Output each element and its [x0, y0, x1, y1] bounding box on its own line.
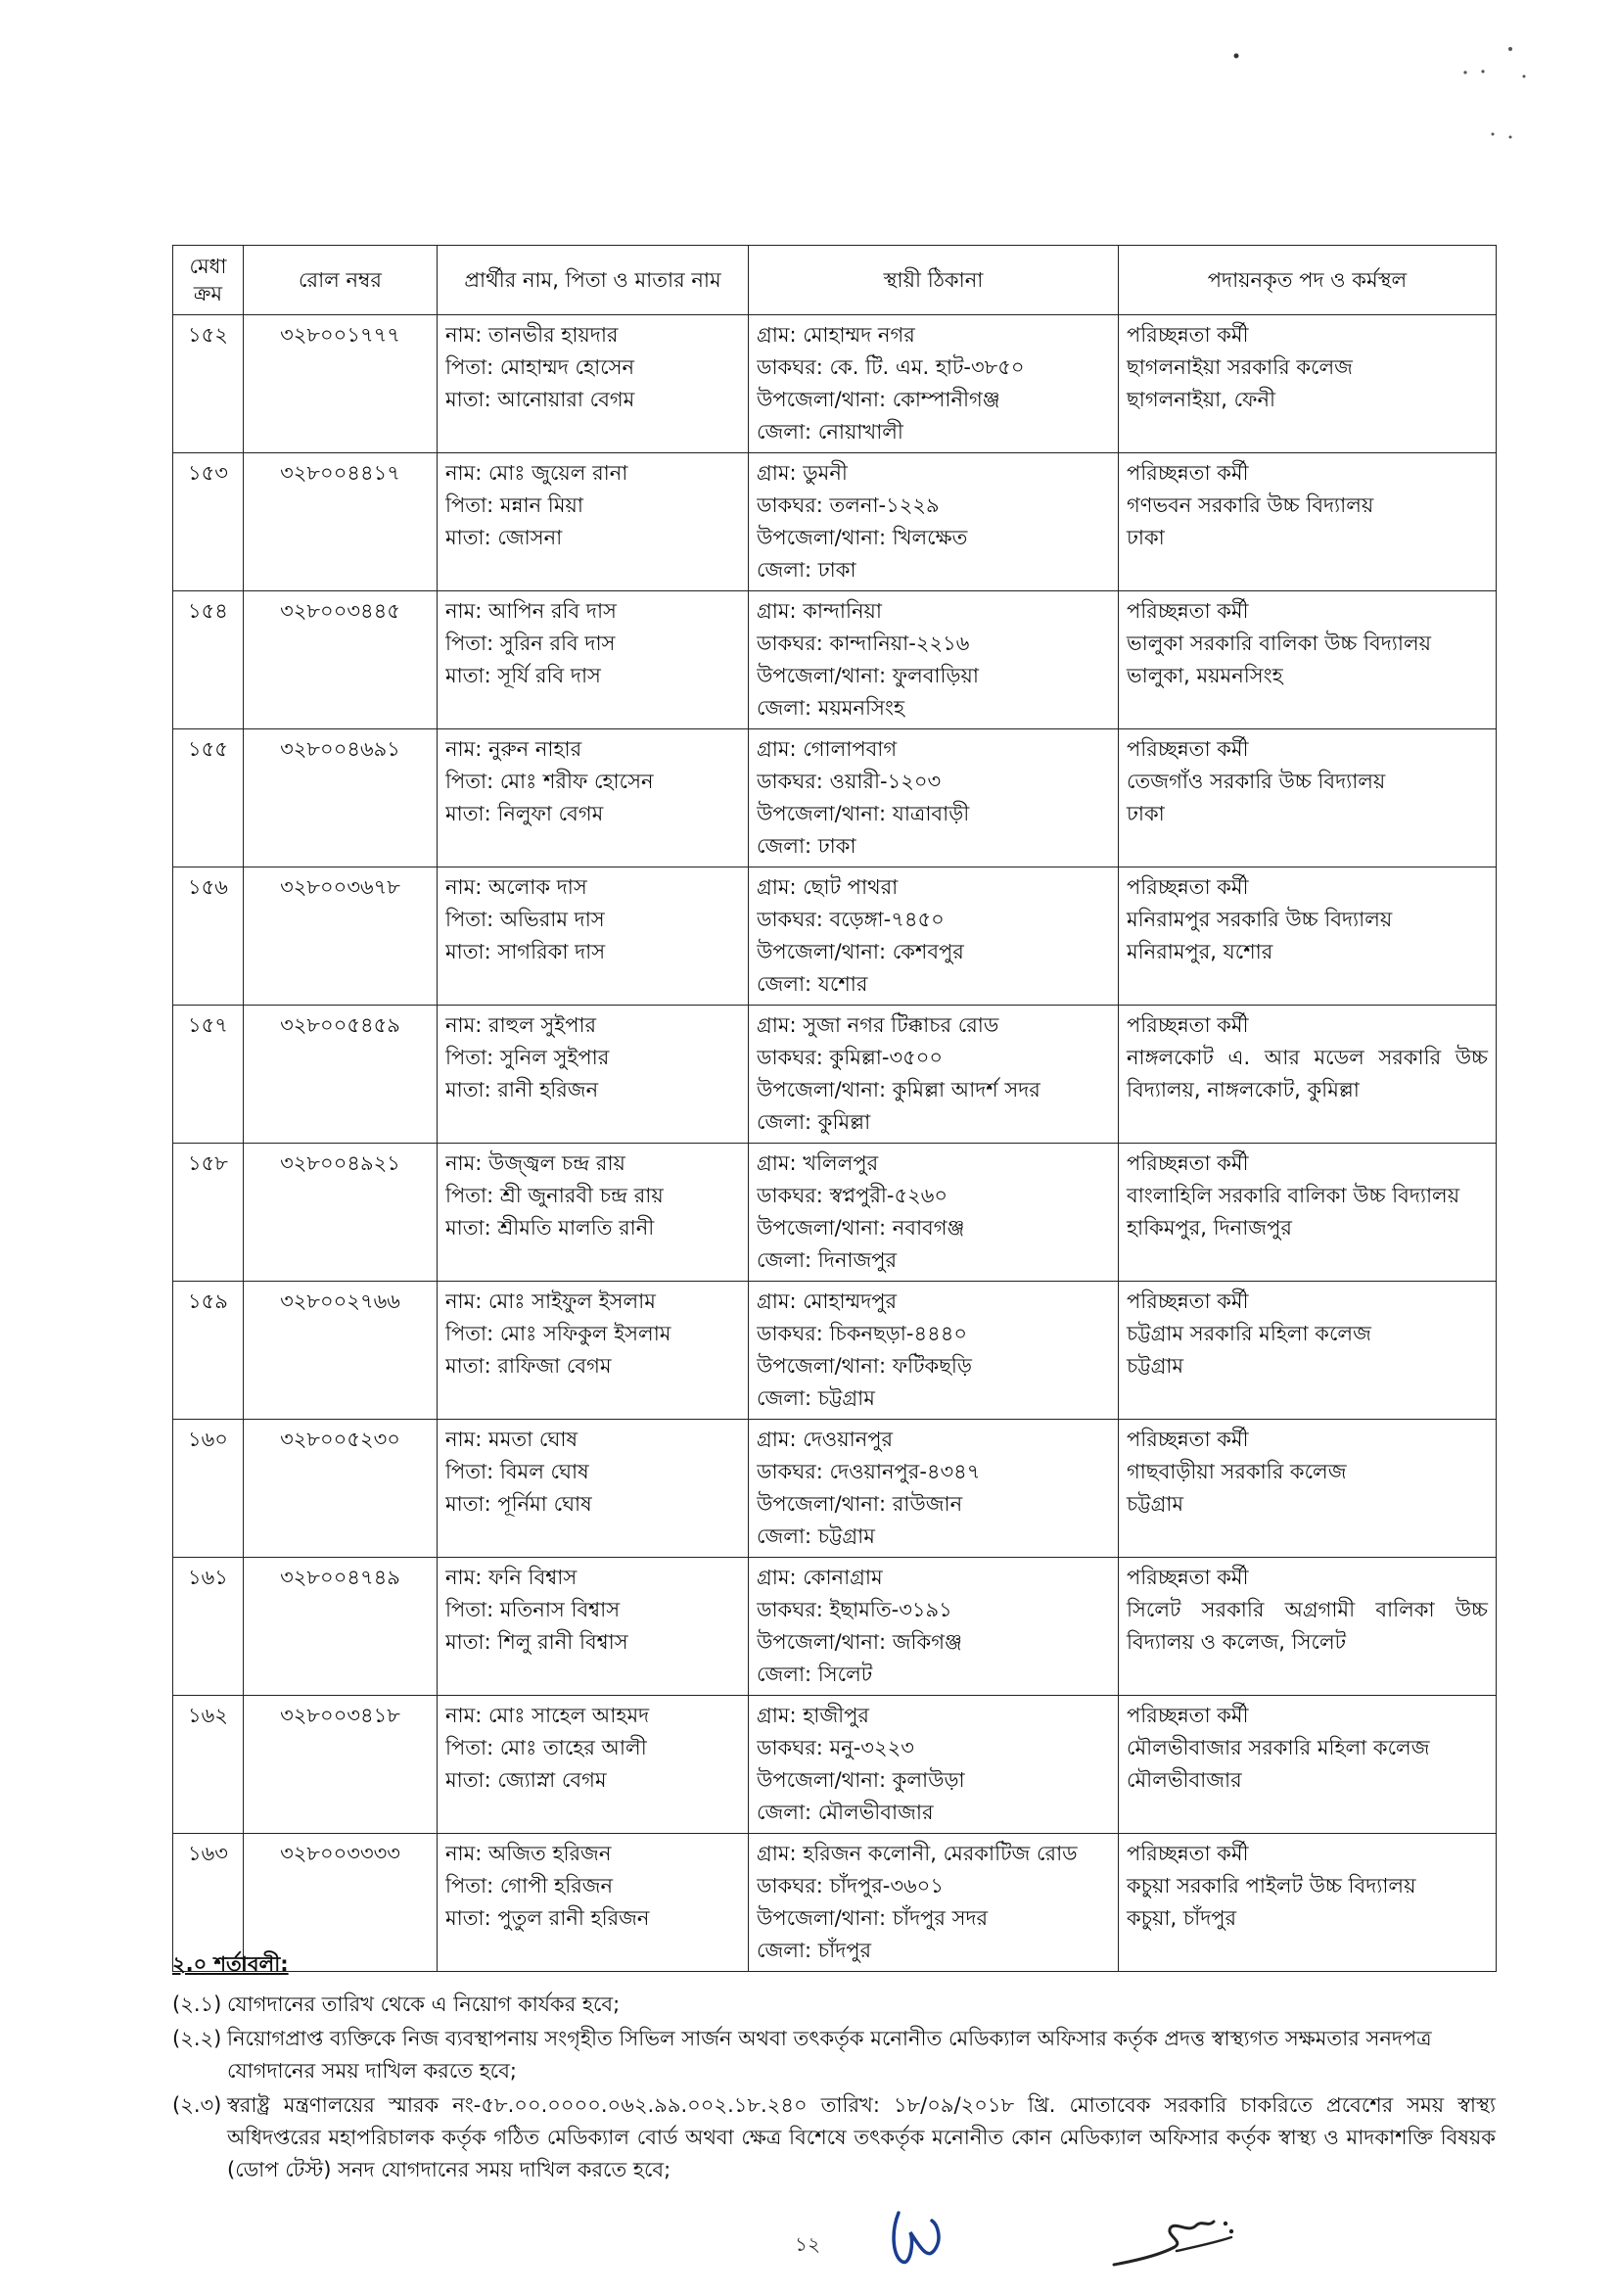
header-merit-serial: মেধা ক্রম — [173, 246, 244, 315]
address-line: উপজেলা/থানা: খিলক্ষেত — [757, 526, 968, 549]
posting-line: পরিচ্ছন্নতা কর্মী — [1127, 1289, 1249, 1313]
permanent-address-cell — [749, 1696, 1119, 1834]
address-line: জেলা: নোয়াখালী — [757, 420, 903, 444]
names-line: মাতা: সূর্যি রবি দাস — [445, 664, 601, 687]
address-line: জেলা: সিলেট — [757, 1663, 873, 1686]
posting-line: ছাগলনাইয়া সরকারি কলেজ — [1127, 355, 1353, 379]
posting-line: চট্টগ্রাম সরকারি মহিলা কলেজ — [1127, 1322, 1371, 1345]
posting-line: পরিচ্ছন্নতা কর্মী — [1127, 875, 1249, 899]
permanent-address-cell — [749, 1006, 1119, 1144]
posting-line: ভালুকা সরকারি বালিকা উচ্চ বিদ্যালয় — [1127, 632, 1431, 655]
address-line: ডাকঘর: স্বপ্নপুরী-৫২৬০ — [757, 1184, 948, 1207]
table-row — [173, 1006, 1497, 1144]
posting-line: ঢাকা — [1127, 526, 1165, 549]
table-row — [173, 315, 1497, 453]
signature-icon — [1106, 2208, 1253, 2276]
names-line: মাতা: শিলু রানী বিশ্বাস — [445, 1630, 628, 1654]
posting-line: পরিচ্ছন্নতা কর্মী — [1127, 1842, 1249, 1865]
posting-line: চট্টগ্রাম — [1127, 1492, 1184, 1516]
address-line: গ্রাম: ডুমনী — [757, 461, 848, 485]
posting-line: ছাগলনাইয়া, ফেনী — [1127, 388, 1275, 411]
names-line: নাম: তানভীর হায়দার — [445, 323, 619, 347]
address-line: জেলা: দিনাজপুর — [757, 1248, 898, 1272]
address-line: জেলা: চাঁদপুর — [757, 1939, 872, 1962]
term-text: নিয়োগপ্রাপ্ত ব্যক্তিকে নিজ ব্যবস্থাপনায় সংগৃহীত সিভিল সার্জন অথবা তৎকর্তৃক মনোনীত মেডিক্যাল অফিসার কর্তৃক প্রদত্ত স্বাস্থ্যগত সক্ষমতার সনদপত্র যোগদানের সময় দাখিল করতে হবে; — [227, 2027, 1432, 2083]
posting-line: পরিচ্ছন্নতা কর্মী — [1127, 1566, 1249, 1589]
page-number: ১২ — [795, 2232, 820, 2256]
address-line: গ্রাম: ছোট পাথরা — [757, 875, 899, 899]
address-line: ডাকঘর: মনু-৩২২৩ — [757, 1736, 914, 1759]
address-line: জেলা: ঢাকা — [757, 834, 856, 858]
address-line: গ্রাম: হরিজন কলোনী, মেরকাটিজ রোড — [757, 1842, 1078, 1865]
address-line: ডাকঘর: ইছামতি-৩১৯১ — [757, 1598, 952, 1621]
candidate-names-cell — [438, 453, 749, 591]
posting-line: বাংলাহিলি সরকারি বালিকা উচ্চ বিদ্যালয় — [1127, 1184, 1460, 1207]
candidate-names-cell — [438, 1144, 749, 1282]
header-candidate-names: প্রার্থীর নাম, পিতা ও মাতার নাম — [438, 246, 749, 315]
header-roll-number: রোল নম্বর — [244, 246, 438, 315]
names-line: পিতা: মোঃ তাহের আলী — [445, 1736, 647, 1759]
merit-serial-cell: ১৫৭ — [173, 1006, 244, 1144]
posting-cell — [1119, 591, 1497, 729]
posting-line: মৌলভীবাজার সরকারি মহিলা কলেজ — [1127, 1736, 1430, 1759]
posting-cell — [1119, 867, 1497, 1006]
posting-line: পরিচ্ছন্নতা কর্মী — [1127, 599, 1249, 623]
merit-serial-cell: ১৫৫ — [173, 729, 244, 867]
address-line: উপজেলা/থানা: নবাবগঞ্জ — [757, 1216, 965, 1240]
names-line: মাতা: জোসনা — [445, 526, 563, 549]
address-line: ডাকঘর: বড়েঙ্গা-৭৪৫০ — [757, 908, 945, 931]
address-line: ডাকঘর: কান্দানিয়া-২২১৬ — [757, 632, 970, 655]
posting-line: পরিচ্ছন্নতা কর্মী — [1127, 737, 1249, 761]
address-line: উপজেলা/থানা: চাঁদপুর সদর — [757, 1906, 989, 1930]
address-line: উপজেলা/থানা: কুমিল্লা আদর্শ সদর — [757, 1078, 1040, 1101]
names-line: মাতা: সাগরিকা দাস — [445, 940, 606, 963]
posting-cell — [1119, 453, 1497, 591]
initial-signature-icon — [881, 2203, 959, 2281]
posting-line: হাকিমপুর, দিনাজপুর — [1127, 1216, 1292, 1240]
posting-cell — [1119, 1696, 1497, 1834]
names-line: পিতা: মন্নান মিয়া — [445, 493, 583, 517]
address-line: গ্রাম: হাজীপুর — [757, 1704, 869, 1727]
table-row — [173, 1420, 1497, 1558]
names-line: নাম: মোঃ জুয়েল রানা — [445, 461, 628, 485]
merit-serial-cell: ১৫৩ — [173, 453, 244, 591]
term-item — [172, 1989, 1496, 2021]
scan-dot-icon — [1231, 51, 1241, 61]
candidate-names-cell — [438, 315, 749, 453]
merit-serial-cell: ১৬০ — [173, 1420, 244, 1558]
table-row — [173, 1144, 1497, 1282]
table-row — [173, 453, 1497, 591]
header-posting: পদায়নকৃত পদ ও কর্মস্থল — [1119, 246, 1497, 315]
names-line: নাম: ফনি বিশ্বাস — [445, 1566, 578, 1589]
names-line: পিতা: মোঃ সফিকুল ইসলাম — [445, 1322, 671, 1345]
permanent-address-cell — [749, 867, 1119, 1006]
posting-line: গণভবন সরকারি উচ্চ বিদ্যালয় — [1127, 493, 1374, 517]
candidate-names-cell — [438, 1420, 749, 1558]
posting-cell — [1119, 1420, 1497, 1558]
roll-number-cell: ৩২৮০০৩৬৭৮ — [244, 867, 438, 1006]
address-line: ডাকঘর: চাঁদপুর-৩৬০১ — [757, 1874, 944, 1898]
candidate-names-cell — [438, 1558, 749, 1696]
address-line: জেলা: ঢাকা — [757, 558, 856, 582]
merit-serial-cell: ১৫৯ — [173, 1282, 244, 1420]
address-line: ডাকঘর: কুমিল্লা-৩৫০০ — [757, 1046, 944, 1069]
address-line: ডাকঘর: চিকনছড়া-৪৪৪০ — [757, 1322, 967, 1345]
names-line: নাম: মমতা ঘোষ — [445, 1428, 578, 1451]
table-row — [173, 1282, 1497, 1420]
term-number: (২.১) — [172, 1992, 222, 2016]
address-line: গ্রাম: সুজা নগর টিক্কাচর রোড — [757, 1013, 999, 1037]
posting-cell — [1119, 1558, 1497, 1696]
permanent-address-cell — [749, 591, 1119, 729]
permanent-address-cell — [749, 315, 1119, 453]
address-line: ডাকঘর: কে. টি. এম. হাট-৩৮৫০ — [757, 355, 1025, 379]
address-line: জেলা: যশোর — [757, 972, 868, 996]
address-line: গ্রাম: দেওয়ানপুর — [757, 1428, 894, 1451]
address-line: গ্রাম: মোহাম্মদ নগর — [757, 323, 915, 347]
merit-serial-cell: ১৬৩ — [173, 1834, 244, 1972]
roll-number-cell: ৩২৮০০৪৭৪৯ — [244, 1558, 438, 1696]
roll-number-cell: ৩২৮০০৩৪৪৫ — [244, 591, 438, 729]
address-line: উপজেলা/থানা: কেশবপুর — [757, 940, 964, 963]
names-line: পিতা: সুনিল সুইপার — [445, 1046, 610, 1069]
table-row — [173, 1696, 1497, 1834]
merit-serial-cell: ১৬২ — [173, 1696, 244, 1834]
posting-line: গাছবাড়ীয়া সরকারি কলেজ — [1127, 1460, 1347, 1483]
address-line: জেলা: কুমিল্লা — [757, 1110, 871, 1134]
names-line: পিতা: শ্রী জুনারবী চন্দ্র রায় — [445, 1184, 664, 1207]
names-line: পিতা: অভিরাম দাস — [445, 908, 605, 931]
address-line: গ্রাম: কান্দানিয়া — [757, 599, 882, 623]
posting-line: কচুয়া সরকারি পাইলট উচ্চ বিদ্যালয় — [1127, 1874, 1416, 1898]
names-line: নাম: নুরুন নাহার — [445, 737, 582, 761]
posting-cell — [1119, 1144, 1497, 1282]
names-line: পিতা: বিমল ঘোষ — [445, 1460, 589, 1483]
names-line: মাতা: আনোয়ারা বেগম — [445, 388, 635, 411]
address-line: গ্রাম: মোহাম্মদপুর — [757, 1289, 898, 1313]
names-line: মাতা: জ্যোস্না বেগম — [445, 1768, 607, 1792]
permanent-address-cell — [749, 729, 1119, 867]
term-text: যোগদানের তারিখ থেকে এ নিয়োগ কার্যকর হবে; — [227, 1992, 621, 2016]
names-line: নাম: মোঃ সাইফুল ইসলাম — [445, 1289, 656, 1313]
candidate-names-cell — [438, 1696, 749, 1834]
address-line: উপজেলা/থানা: যাত্রাবাড়ী — [757, 802, 970, 825]
names-line: পিতা: মোহাম্মদ হোসেন — [445, 355, 635, 379]
names-line: নাম: উজ্জ্বল চন্দ্র রায় — [445, 1151, 625, 1175]
posting-line: সিলেট সরকারি অগ্রগামী বালিকা উচ্চ বিদ্যালয় ও কলেজ, সিলেট — [1127, 1598, 1488, 1654]
address-line: জেলা: মৌলভীবাজার — [757, 1801, 934, 1824]
address-line: গ্রাম: কোনাগ্রাম — [757, 1566, 883, 1589]
names-line: মাতা: নিলুফা বেগম — [445, 802, 604, 825]
address-line: উপজেলা/থানা: জকিগঞ্জ — [757, 1630, 962, 1654]
candidate-names-cell — [438, 1006, 749, 1144]
merit-serial-cell: ১৫৬ — [173, 867, 244, 1006]
address-line: উপজেলা/থানা: কোম্পানীগঞ্জ — [757, 388, 1000, 411]
roll-number-cell: ৩২৮০০৫৪৫৯ — [244, 1006, 438, 1144]
merit-serial-cell: ১৬১ — [173, 1558, 244, 1696]
candidate-names-cell — [438, 591, 749, 729]
table-row — [173, 1558, 1497, 1696]
address-line: জেলা: চট্টগ্রাম — [757, 1524, 875, 1548]
names-line: নাম: আপিন রবি দাস — [445, 599, 617, 623]
roll-number-cell: ৩২৮০০৩৪১৮ — [244, 1696, 438, 1834]
names-line: মাতা: পূর্নিমা ঘোষ — [445, 1492, 592, 1516]
posting-line: মৌলভীবাজার — [1127, 1768, 1242, 1792]
address-line: উপজেলা/থানা: কুলাউড়া — [757, 1768, 965, 1792]
names-line: পিতা: মতিনাস বিশ্বাস — [445, 1598, 621, 1621]
address-line: উপজেলা/থানা: ফটিকছড়ি — [757, 1354, 972, 1378]
names-line: নাম: মোঃ সাহেল আহমদ — [445, 1704, 650, 1727]
address-line: গ্রাম: খলিলপুর — [757, 1151, 879, 1175]
term-item — [172, 2089, 1496, 2186]
posting-line: মনিরামপুর, যশোর — [1127, 940, 1273, 963]
names-line: নাম: অজিত হরিজন — [445, 1842, 612, 1865]
candidate-names-cell — [438, 867, 749, 1006]
address-line: জেলা: চট্টগ্রাম — [757, 1386, 875, 1410]
table-row — [173, 729, 1497, 867]
permanent-address-cell — [749, 453, 1119, 591]
merit-list-table — [172, 245, 1497, 1972]
posting-cell — [1119, 1006, 1497, 1144]
posting-line: তেজগাঁও সরকারি উচ্চ বিদ্যালয় — [1127, 770, 1386, 793]
names-line: পিতা: গোপী হরিজন — [445, 1874, 614, 1898]
roll-number-cell: ৩২৮০০৪৯২১ — [244, 1144, 438, 1282]
address-line: ডাকঘর: দেওয়ানপুর-৪৩৪৭ — [757, 1460, 981, 1483]
address-line: উপজেলা/থানা: ফুলবাড়িয়া — [757, 664, 979, 687]
table-row — [173, 591, 1497, 729]
term-number: (২.২) — [172, 2027, 222, 2050]
table-row — [173, 867, 1497, 1006]
address-line: জেলা: ময়মনসিংহ — [757, 696, 904, 720]
posting-line: ভালুকা, ময়মনসিংহ — [1127, 664, 1283, 687]
names-line: মাতা: শ্রীমতি মালতি রানী — [445, 1216, 655, 1240]
header-permanent-address: স্থায়ী ঠিকানা — [749, 246, 1119, 315]
names-line: মাতা: রানী হরিজন — [445, 1078, 599, 1101]
names-line: মাতা: রাফিজা বেগম — [445, 1354, 612, 1378]
posting-line: চট্টগ্রাম — [1127, 1354, 1184, 1378]
posting-line: পরিচ্ছন্নতা কর্মী — [1127, 1013, 1249, 1037]
roll-number-cell: ৩২৮০০২৭৬৬ — [244, 1282, 438, 1420]
address-line: উপজেলা/থানা: রাউজান — [757, 1492, 963, 1516]
names-line: নাম: রাহুল সুইপার — [445, 1013, 597, 1037]
posting-cell — [1119, 315, 1497, 453]
roll-number-cell: ৩২৮০০৪৬৯১ — [244, 729, 438, 867]
names-line: মাতা: পুতুল রানী হরিজন — [445, 1906, 650, 1930]
address-line: ডাকঘর: ওয়ারী-১২০৩ — [757, 770, 942, 793]
candidate-names-cell — [438, 729, 749, 867]
posting-cell — [1119, 1282, 1497, 1420]
address-line: গ্রাম: গোলাপবাগ — [757, 737, 898, 761]
permanent-address-cell — [749, 1144, 1119, 1282]
names-line: পিতা: মোঃ শরীফ হোসেন — [445, 770, 654, 793]
merit-serial-cell: ১৫৪ — [173, 591, 244, 729]
posting-line: মনিরামপুর সরকারি উচ্চ বিদ্যালয় — [1127, 908, 1393, 931]
posting-cell — [1119, 729, 1497, 867]
posting-line: নাঙ্গলকোট এ. আর মডেল সরকারি উচ্চ বিদ্যালয়, নাঙ্গলকোট, কুমিল্লা — [1127, 1046, 1488, 1101]
permanent-address-cell — [749, 1420, 1119, 1558]
merit-serial-cell: ১৫৮ — [173, 1144, 244, 1282]
address-line: ডাকঘর: তলনা-১২২৯ — [757, 493, 940, 517]
names-line: পিতা: সুরিন রবি দাস — [445, 632, 616, 655]
roll-number-cell: ৩২৮০০৫২৩০ — [244, 1420, 438, 1558]
roll-number-cell: ৩২৮০০৩৩৩৩ — [244, 1834, 438, 1972]
permanent-address-cell — [749, 1558, 1119, 1696]
term-number: (২.৩) — [172, 2093, 222, 2117]
table-header-row — [173, 246, 1497, 315]
posting-line: পরিচ্ছন্নতা কর্মী — [1127, 1428, 1249, 1451]
posting-line: পরিচ্ছন্নতা কর্মী — [1127, 461, 1249, 485]
permanent-address-cell — [749, 1282, 1119, 1420]
posting-line: কচুয়া, চাঁদপুর — [1127, 1906, 1237, 1930]
roll-number-cell: ৩২৮০০৪৪১৭ — [244, 453, 438, 591]
names-line: নাম: অলোক দাস — [445, 875, 587, 899]
scan-speck-icon — [1454, 39, 1532, 147]
roll-number-cell: ৩২৮০০১৭৭৭ — [244, 315, 438, 453]
posting-line: ঢাকা — [1127, 802, 1165, 825]
terms-heading: ২.০ শর্তাবলী: — [172, 1952, 289, 1976]
term-text: স্বরাষ্ট্র মন্ত্রণালয়ের স্মারক নং-৫৮.০০.০০০০.০৬২.৯৯.০০২.১৮.২৪০ তারিখ: ১৮/০৯/২০১৮ খ্রি. মোতাবেক সরকারি চাকরিতে প্রবেশের সময় স্বাস্থ্য অধিদপ্তরের মহাপরিচালক কর্তৃক গঠিত মেডিক্যাল বোর্ড অথবা ক্ষেত্র বিশেষে তৎকর্তৃক মনোনীত কোন মেডিক্যাল অফিসার কর্তৃক স্বাস্থ্য ও মাদকাশক্তি বিষয়ক (ডোপ টেস্ট) সনদ যোগদানের সময় দাখিল করতে হবে; — [227, 2093, 1496, 2181]
term-item — [172, 2023, 1496, 2087]
posting-line: পরিচ্ছন্নতা কর্মী — [1127, 323, 1249, 347]
candidate-names-cell — [438, 1282, 749, 1420]
posting-line: পরিচ্ছন্নতা কর্মী — [1127, 1704, 1249, 1727]
merit-serial-cell: ১৫২ — [173, 315, 244, 453]
terms-section — [172, 1948, 1496, 2188]
posting-line: পরিচ্ছন্নতা কর্মী — [1127, 1151, 1249, 1175]
